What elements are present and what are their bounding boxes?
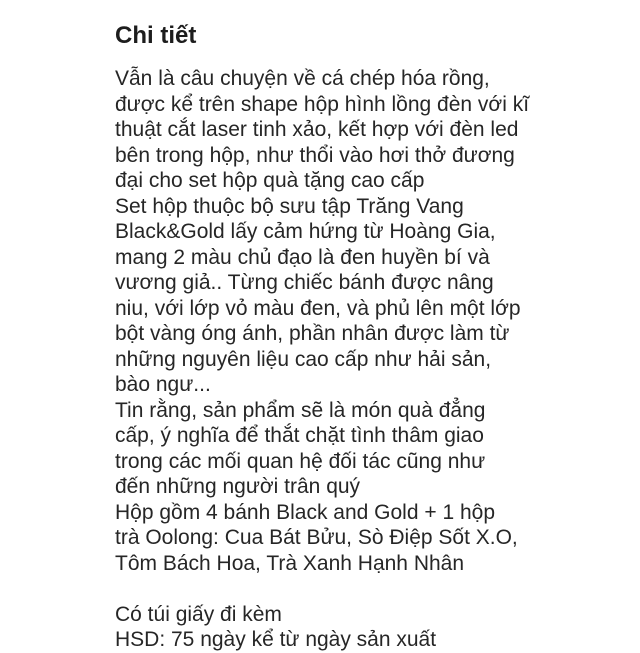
description-line: Có túi giấy đi kèm: [115, 602, 282, 626]
description-line: trong các mối quan hệ đối tác cũng như: [115, 449, 486, 473]
section-title: Chi tiết: [115, 22, 197, 49]
description-line: mang 2 màu chủ đạo là đen huyền bí và: [115, 245, 490, 269]
description-line: đến những người trân quý: [115, 475, 361, 498]
description-line: thuật cắt laser tinh xảo, kết hợp với đèn led: [115, 118, 519, 141]
description-line: những nguyên liệu cao cấp như hải sản,: [115, 347, 492, 371]
product-description: [115, 66, 625, 653]
description-line: đại cho set hộp quà tặng cao cấp: [115, 169, 425, 192]
description-line: Tin rằng, sản phẩm sẽ là món quà đẳng: [115, 398, 486, 422]
description-line: bột vàng óng ánh, phần nhân được làm từ: [115, 322, 510, 345]
description-line: Vẫn là câu chuyện về cá chép hóa rồng,: [115, 67, 490, 90]
description-line: Hộp gồm 4 bánh Black and Gold + 1 hộp: [115, 500, 496, 524]
description-line: Black&Gold lấy cảm hứng từ Hoàng Gia,: [115, 220, 496, 243]
description-line: được kể trên shape hộp hình lồng đèn với kĩ: [115, 92, 530, 116]
description-line: HSD: 75 ngày kể từ ngày sản xuất: [115, 628, 437, 651]
description-line: Set hộp thuộc bộ sưu tập Trăng Vang: [115, 194, 464, 218]
description-line: cấp, ý nghĩa để thắt chặt tình thâm giao: [115, 424, 484, 447]
description-line: vương giả.. Từng chiếc bánh được nâng: [115, 271, 494, 294]
blank-line: [115, 576, 625, 602]
description-line: bào ngư...: [115, 373, 211, 396]
description-line: trà Oolong: Cua Bát Bửu, Sò Điệp Sốt X.O,: [115, 526, 518, 549]
description-line: niu, với lớp vỏ màu đen, và phủ lên một lớp: [115, 296, 521, 320]
description-line: bên trong hộp, như thổi vào hơi thở đương: [115, 143, 515, 167]
description-line: Tôm Bách Hoa, Trà Xanh Hạnh Nhân: [115, 551, 465, 575]
